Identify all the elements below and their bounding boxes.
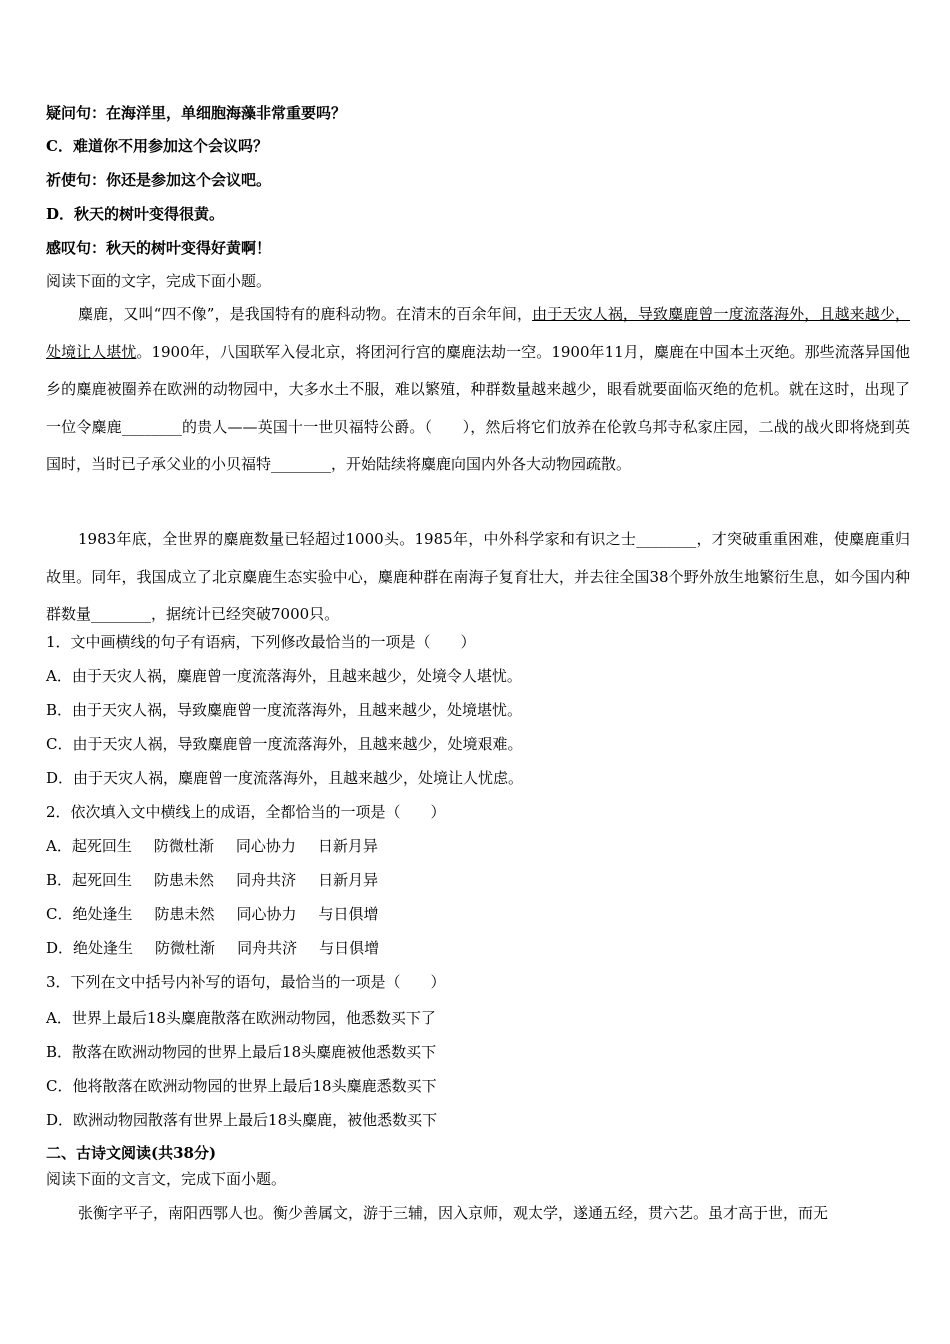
question-1-option-d: D．由于天灾人祸，麋鹿曾一度流落海外，且越来越少，处境让人忧虑。 (46, 769, 524, 787)
question-2-option-b (46, 870, 910, 890)
idiom-2: 防微杜渐 (155, 939, 216, 957)
option-letter: D． (46, 939, 74, 957)
idiom-4: 与日俱增 (318, 905, 379, 923)
passage-paragraph-1 (46, 296, 910, 484)
question-1-option-a: A．由于天灾人祸，麋鹿曾一度流落海外，且越来越少，处境令人堪忧。 (46, 667, 522, 685)
top-line-option-c: C．难道你不用参加这个会议吗？ (46, 137, 268, 155)
question-2-option-d (46, 938, 910, 958)
question-3-option-d: D．欧洲动物园散落有世界上最后18头麋鹿，被他悉数买下 (46, 1111, 438, 1129)
question-3-option-b: B．散落在欧洲动物园的世界上最后18头麋鹿被他悉数买下 (46, 1043, 437, 1061)
top-line-question: 疑问句：在海洋里，单细胞海藻非常重要吗？ (46, 104, 347, 122)
option-letter: C． (46, 905, 73, 923)
top-line-option-d: D．秋天的树叶变得很黄。 (46, 205, 225, 223)
idiom-4: 与日俱增 (319, 939, 380, 957)
idiom-1: 绝处逢生 (73, 939, 134, 957)
passage-p1-rest: 。1900年，八国联军入侵北京，将团河行宫的麋鹿法劫一空。1900年11月，麋鹿在中国本土灭绝。那些流落异国他乡的麋鹿被圈养在欧洲的动物园中，大多水土不服，难以繁殖，种群数量越来越少，眼看就要面临灭绝的危机。就在这时，出现了一位令麋鹿________的贵人——英国十一世贝福特公爵。（ ），然后将它们放养在伦敦乌邦寺私家庄园，二战的战火即将烧到英国时，当时已子承父业的小贝福特________，开始陆续将麋鹿向国内外各大动物园疏散。 (46, 342, 910, 473)
idiom-2: 防微杜渐 (153, 837, 214, 855)
question-1-option-b: B．由于天灾人祸，导致麋鹿曾一度流落海外，且越来越少，处境堪忧。 (46, 701, 523, 719)
idiom-1: 绝处逢生 (72, 905, 133, 923)
idiom-3: 同心协力 (236, 905, 297, 923)
idiom-1: 起死回生 (71, 837, 132, 855)
question-2-option-c (46, 904, 910, 924)
question-1-stem: 1．文中画横线的句子有语病，下列修改最恰当的一项是（ ） (46, 633, 476, 651)
top-line-exclamatory: 感叹句：秋天的树叶变得好黄啊！ (46, 239, 272, 257)
passage-paragraph-2: 1983年底，全世界的麋鹿数量已轻超过1000头。1985年，中外科学家和有识之士________，才突破重重困难，使麋鹿重归故里。同年，我国成立了北京麋鹿生态实验中心，麋鹿种群在南海子复育壮大，并去往全国38个野外放生地繁衍生息，如今国内种群数量________，据统计已经突破7000只。 (46, 530, 910, 623)
top-line-imperative: 祈使句：你还是参加这个会议吧。 (46, 171, 272, 189)
question-3-stem: 3．下列在文中括号内补写的语句，最恰当的一项是（ ） (46, 973, 446, 991)
idiom-3: 同心协力 (235, 837, 296, 855)
idiom-3: 同舟共济 (236, 871, 297, 889)
section-2-intro: 阅读下面的文言文，完成下面小题。 (46, 1170, 287, 1188)
passage-p1-start: 麋鹿，又叫“四不像”，是我国特有的鹿科动物。在清末的百余年间， (78, 305, 533, 323)
classical-text: 张衡字平子，南阳西鄂人也。衡少善属文，游于三辅，因入京师，观太学，遂通五经，贯六艺。虽才高于世，而无 (78, 1204, 829, 1222)
idiom-4: 日新月异 (318, 871, 379, 889)
idiom-2: 防患未然 (154, 871, 215, 889)
option-letter: B． (46, 871, 73, 889)
passage-underlined-sentence: 由于天灾人祸，导致麋鹿曾一度流落海外，且越来越少，处境让人堪忧 (46, 305, 910, 361)
question-2-stem: 2．依次填入文中横线上的成语，全都恰当的一项是（ ） (46, 803, 446, 821)
question-1-option-c: C．由于天灾人祸，导致麋鹿曾一度流落海外，且越来越少，处境艰难。 (46, 735, 523, 753)
idiom-2: 防患未然 (154, 905, 215, 923)
reading-intro: 阅读下面的文字，完成下面小题。 (46, 272, 272, 290)
idiom-1: 起死回生 (72, 871, 133, 889)
question-3-option-a: A．世界上最后18头麋鹿散落在欧洲动物园，他悉数买下了 (46, 1009, 436, 1027)
idiom-4: 日新月异 (317, 837, 378, 855)
option-letter: A． (46, 837, 72, 855)
question-2-option-a (46, 836, 910, 856)
question-3-option-c: C．他将散落在欧洲动物园的世界上最后18头麋鹿悉数买下 (46, 1077, 437, 1095)
idiom-3: 同舟共济 (237, 939, 298, 957)
section-2-heading: 二、古诗文阅读(共38分) (46, 1144, 217, 1162)
